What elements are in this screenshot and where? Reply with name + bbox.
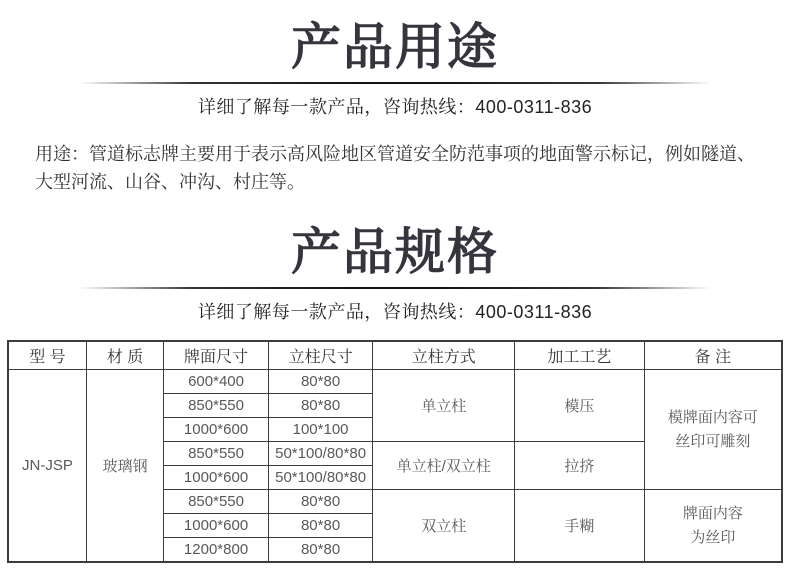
cell-face-size: 1000*600	[164, 418, 269, 442]
cell-post-size: 80*80	[268, 370, 373, 394]
cell-process: 拉挤	[515, 442, 645, 490]
cell-face-size: 600*400	[164, 370, 269, 394]
col-header-post-method: 立柱方式	[373, 341, 515, 370]
cell-remark	[644, 370, 782, 490]
cell-process: 模压	[515, 370, 645, 442]
title-divider	[79, 82, 711, 84]
cell-post-method: 单立柱/双立柱	[373, 442, 515, 490]
cell-post-size: 80*80	[268, 538, 373, 563]
section-product-spec	[0, 196, 790, 563]
remark-line: 牌面内容	[682, 504, 743, 522]
cell-face-size: 850*550	[164, 394, 269, 418]
cell-remark	[644, 490, 782, 563]
remark-line: 为丝印	[690, 528, 736, 546]
cell-face-size: 850*550	[164, 490, 269, 514]
remark-line: 模牌面内容可	[667, 408, 758, 426]
cell-face-size: 1000*600	[164, 514, 269, 538]
cell-post-method: 单立柱	[373, 370, 515, 442]
cell-face-size: 850*550	[164, 442, 269, 466]
col-header-remark: 备 注	[644, 341, 782, 370]
cell-post-size: 100*100	[268, 418, 373, 442]
spec-hotline-text: 详细了解每一款产品，咨询热线：400-0311-836	[197, 302, 593, 322]
title-divider	[79, 287, 711, 289]
cell-post-size: 80*80	[268, 394, 373, 418]
cell-post-method: 双立柱	[373, 490, 515, 563]
table-row	[8, 370, 782, 394]
col-header-post-size: 立柱尺寸	[268, 341, 373, 370]
cell-post-size: 80*80	[268, 514, 373, 538]
cell-material: 玻璃钢	[86, 370, 163, 563]
section-product-usage	[0, 0, 790, 196]
cell-post-size: 80*80	[268, 490, 373, 514]
spec-table	[7, 340, 783, 563]
spec-title: 产品规格	[291, 224, 499, 280]
cell-process: 手糊	[515, 490, 645, 563]
cell-face-size: 1200*800	[164, 538, 269, 563]
col-header-process: 加工工艺	[515, 341, 645, 370]
col-header-face-size: 牌面尺寸	[164, 341, 269, 370]
col-header-model: 型 号	[8, 341, 86, 370]
usage-hotline-text: 详细了解每一款产品，咨询热线：400-0311-836	[197, 97, 593, 117]
usage-paragraph: 用途：管道标志牌主要用于表示高风险地区管道安全防范事项的地面警示标记，例如隧道、大型河流、山谷、冲沟、村庄等。	[35, 144, 755, 192]
usage-title: 产品用途	[291, 19, 499, 75]
cell-post-size: 50*100/80*80	[268, 466, 373, 490]
remark-line: 丝印可雕刻	[675, 432, 751, 450]
col-header-material: 材 质	[86, 341, 163, 370]
table-header-row	[8, 341, 782, 370]
cell-face-size: 1000*600	[164, 466, 269, 490]
cell-model: JN-JSP	[8, 370, 86, 563]
cell-post-size: 50*100/80*80	[268, 442, 373, 466]
